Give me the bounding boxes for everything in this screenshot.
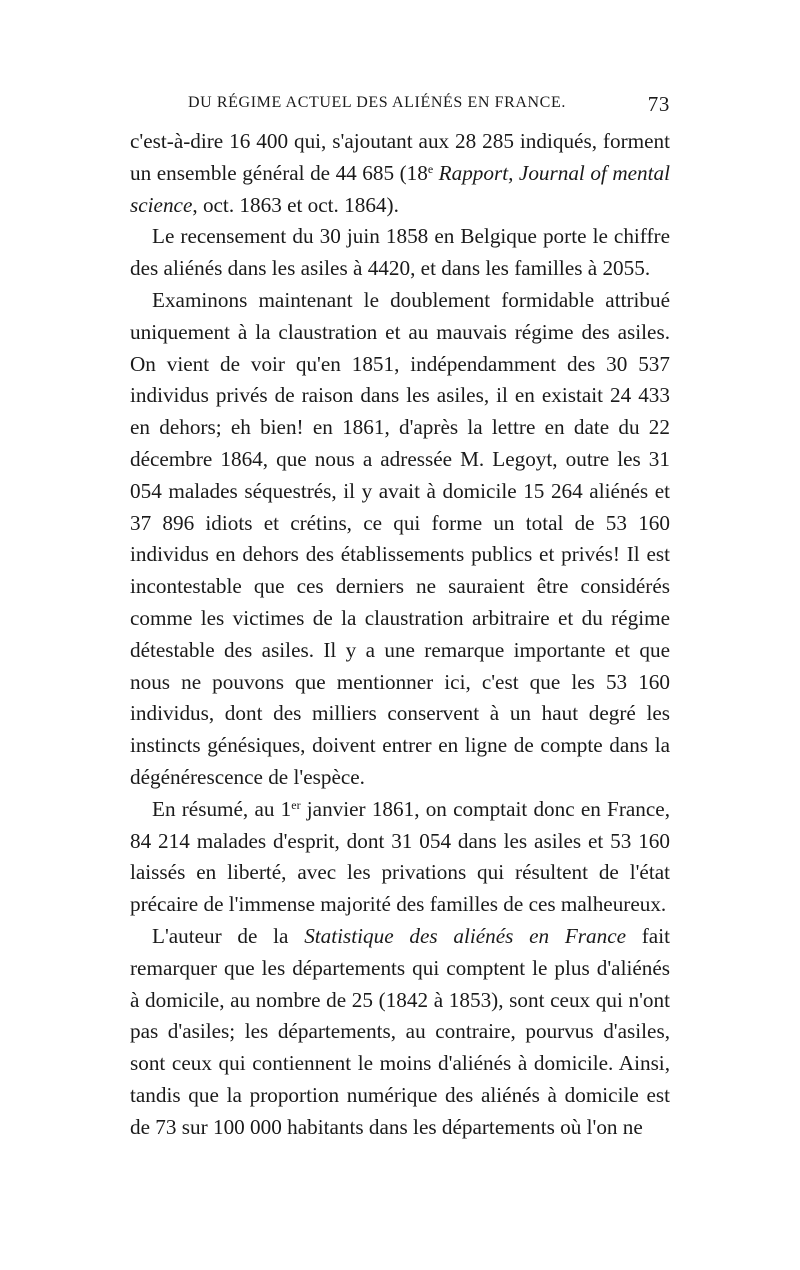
paragraph-continued bbox=[130, 126, 670, 221]
paragraph-text: Le recensement du 30 juin 1858 en Belgique porte le chiffre des aliénés dans les asiles à 4420, et dans les familles à 2055. bbox=[130, 224, 670, 281]
paragraph-text: fait remarquer que les départements qui comptent le plus d'aliénés à domicile, au nombre de 25 (1842 à 1853), sont ceux qui n'ont pas d'asiles; les départements, au contraire, pourvus d'asiles, sont ceux qui contiennent le moins d'aliénés à domicile. Ainsi, tandis que la proportion numérique des aliénés à domicile est de 73 sur 100 000 habitants dans les départements où l'on ne bbox=[130, 923, 670, 1139]
paragraph-belgique bbox=[130, 221, 670, 285]
paragraph-text: c'est-à-dire 16 400 qui, s'ajoutant aux 28 285 indiqués, forment un ensemble général de 44 685 (18 bbox=[130, 129, 670, 185]
paragraph-text: janvier 1861, on comptait donc en France, 84 214 malades d'esprit, dont 31 054 dans les asiles et 53 160 laissés en liberté, avec les privations qui résultent de l'état précaire de l'immense majorité des familles de ces malheureux. bbox=[130, 796, 670, 917]
body-text bbox=[130, 126, 670, 1144]
paragraph-auteur bbox=[130, 921, 670, 1144]
italic-title: Statistique des aliénés en France bbox=[304, 923, 627, 948]
paragraph-text: , oct. 1863 et oct. 1864). bbox=[192, 192, 399, 217]
running-title: DU RÉGIME ACTUEL DES ALIÉNÉS EN FRANCE. bbox=[188, 94, 566, 111]
paragraph-text: L'auteur de la bbox=[152, 923, 305, 948]
superscript: e bbox=[427, 161, 434, 176]
paragraph-examinons bbox=[130, 285, 670, 794]
paragraph-text: Examinons maintenant le doublement formidable attribué uniquement à la claustration et au mauvais régime des asiles. On vient de voir qu'en 1851, indépendamment des 30 537 individus privés de raison dans les asiles, il en existait 24 433 en dehors; eh bien! en 1861, d'après la lettre en date du 22 décembre 1864, que nous a adressée M. Legoyt, outre les 31 054 malades séquestrés, il y avait à domicile 15 264 aliénés et 37 896 idiots et crétins, ce qui forme un total de 53 160 individus en dehors des établissements publics et privés! Il est incontestable que ces derniers ne sauraient être considérés comme les victimes de la claustration arbitraire et du régime détestable des asiles. Il y a une remarque importante et que nous ne pouvons que mentionner ici, c'est que les 53 160 individus, dont des milliers conservent à un haut degré les instincts génésiques, doivent entrer en ligne de compte dans la dégénérescence de l'espèce. bbox=[130, 287, 670, 789]
paragraph-text: En résumé, au 1 bbox=[152, 796, 292, 821]
paragraph-resume bbox=[130, 794, 670, 921]
superscript: er bbox=[291, 797, 301, 812]
page-number: 73 bbox=[647, 92, 670, 116]
running-head bbox=[130, 92, 670, 122]
book-page bbox=[130, 92, 670, 1144]
italic-citation: Rapport, Journal of mental science bbox=[130, 160, 670, 217]
